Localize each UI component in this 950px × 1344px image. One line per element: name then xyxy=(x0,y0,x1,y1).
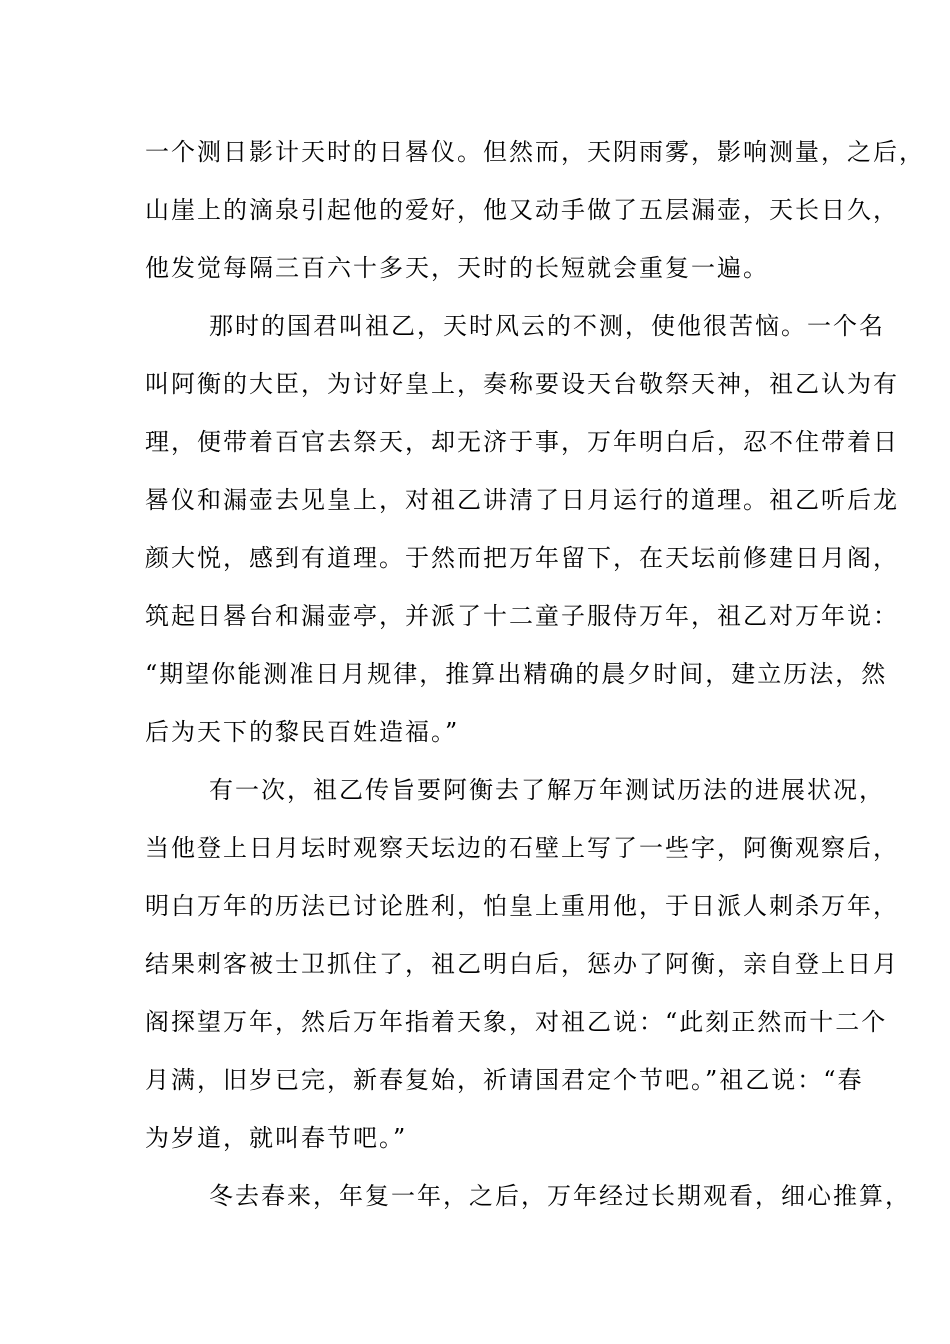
text-line: 筑起日晷台和漏壶亭，并派了十二童子服侍万年，祖乙对万年说： xyxy=(145,602,899,630)
text-line: 叫阿衡的大臣，为讨好皇上，奏称要设天台敬祭天神，祖乙认为有 xyxy=(145,370,899,398)
text-line: 山崖上的滴泉引起他的爱好，他又动手做了五层漏壶，天长日久， xyxy=(145,196,899,224)
paragraph-first-line: 冬去春来，年复一年，之后，万年经过长期观看，细心推算， xyxy=(209,1182,911,1210)
text-line: 阁探望万年，然后万年指着天象，对祖乙说：“此刻正然而十二个 xyxy=(145,1008,888,1036)
text-line: 明白万年的历法已讨论胜利，怕皇上重用他，于日派人刺杀万年， xyxy=(145,892,899,920)
text-line: 晷仪和漏壶去见皇上，对祖乙讲清了日月运行的道理。祖乙听后龙 xyxy=(145,486,899,514)
text-line: 当他登上日月坛时观察天坛边的石壁上写了一些字，阿衡观察后， xyxy=(145,834,899,862)
text-line: 结果刺客被士卫抓住了，祖乙明白后，惩办了阿衡，亲自登上日月 xyxy=(145,950,899,978)
paragraph-first-line: 有一次，祖乙传旨要阿衡去了解万年测试历法的进展状况， xyxy=(209,776,885,804)
paragraph-first-line: 那时的国君叫祖乙，天时风云的不测，使他很苦恼。一个名 xyxy=(209,312,885,340)
text-line: 后为天下的黎民百姓造福。” xyxy=(145,718,460,746)
text-line: 为岁道，就叫春节吧。” xyxy=(145,1124,408,1152)
text-line: 他发觉每隔三百六十多天，天时的长短就会重复一遍。 xyxy=(145,254,769,282)
text-line: 月满，旧岁已完，新春复始，祈请国君定个节吧。”祖乙说：“春 xyxy=(145,1066,864,1094)
text-line: 颜大悦，感到有道理。于然而把万年留下，在天坛前修建日月阁， xyxy=(145,544,899,572)
text-line: 理，便带着百官去祭天，却无济于事，万年明白后，忍不住带着日 xyxy=(145,428,899,456)
text-line: “期望你能测准日月规律，推算出精确的晨夕时间，建立历法，然 xyxy=(145,660,888,688)
text-line: 一个测日影计天时的日晷仪。但然而，天阴雨雾，影响测量，之后， xyxy=(145,138,925,166)
